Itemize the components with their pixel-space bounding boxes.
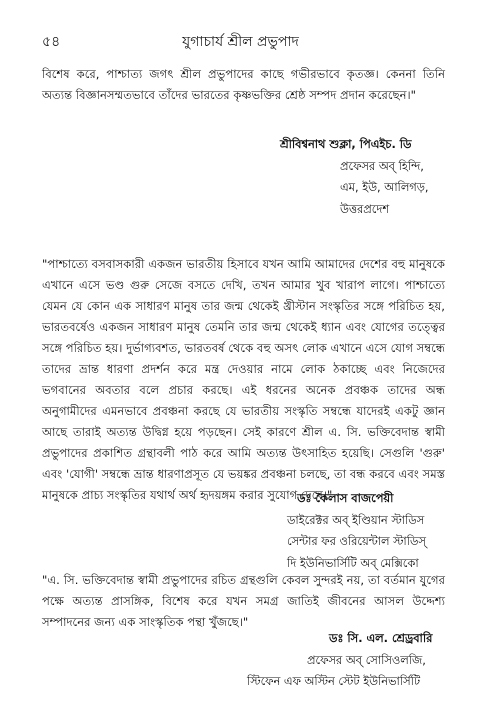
signature-name: ডঃ কৈলাস বাজপেয়ী (297, 491, 394, 505)
paragraph-3: "এ. সি. ভক্তিবেদান্ত স্বামী প্রভুপাদের রচিত গ্রন্থগুলি কেবল সুন্দরই নয়, তা বর্তমান যুগের পক্ষে অত্যন্ত প্রাসঙ্গিক, বিশেষ করে যখন সমগ্র জাতিই জীবনের আসল উদ্দেশ্য সম্পাদনের জন্য এক সাংস্কৃতিক পন্থা খুঁজছে।" (42, 573, 445, 629)
signature-department: সেন্টার ফর ওরিয়েন্টাল স্টাডিস্ (287, 534, 426, 548)
running-title: যুগাচার্য শ্রীল প্রভুপাদ (182, 34, 299, 50)
paragraph-1: বিশেষ করে, পাশ্চাত্য জগৎ শ্রীল প্রভুপাদের কাছে গভীরভাবে কৃতজ্ঞ। কেননা তিনি অত্যন্ত বিজ্ঞানসম্মতভাবে তাঁদের ভারতের কৃষ্ণভক্তির শ্রেষ্ঠ সম্পদ প্রদান করেছেন।" (42, 67, 445, 102)
signature-block-1 (280, 134, 445, 220)
signature-name: ডঃ সি. এল. শ্রেড্রবারি (329, 631, 433, 645)
signature-block-2 (287, 488, 445, 574)
signature-institution: স্টিফেন এফ অস্টিন স্টেট ইউনিভার্সিটি (247, 674, 421, 688)
page-header (42, 30, 439, 52)
signature-title: প্রফেসর অব্ সোসিওলজি, (307, 652, 426, 667)
signature-institution: এম, ইউ, আলিগড়, (340, 180, 429, 194)
signature-title: প্রফেসর অব্ হিন্দি, (340, 158, 424, 173)
page-number: ৫৪ (42, 34, 61, 50)
signature-location: উত্তরপ্রদেশ (340, 201, 390, 216)
signature-name: শ্রীবিশ্বনাথ শুক্লা, পিএইচ. ডি (280, 137, 412, 151)
signature-block-3 (247, 628, 447, 693)
signature-title: ডাইরেক্টর অব্ ইণ্ডিয়ান স্টাডিস (287, 512, 425, 527)
signature-institution: দি ইউনিভার্সিটি অব্ মেক্সিকো (287, 555, 419, 570)
paragraph-2: "পাশ্চাত্যে বসবাসকারী একজন ভারতীয় হিসাবে যখন আমি আমাদের দেশের বহু মানুষকে এখানে এসে ভণ্ড গুরু সেজে বসতে দেখি, তখন আমার খুব খারাপ লাগে। পাশ্চাত্যে যেমন যে কোন এক সাধারণ মানুষ তার জন্ম থেকেই খ্রীস্টান সংস্কৃতির সঙ্গে পরিচিত হয়, ভারতবর্ষেও একজন সাধারণ মানুষ তেমনি তার জন্ম থেকেই ধ্যান এবং যোগের তত্ত্বের সঙ্গে পরিচিত হয়। দুর্ভাগ্যবশত, ভারতবর্ষ থেকে বহু অসৎ লোক এখানে এসে যোগ সম্বন্ধে তাদের ভ্রান্ত ধারণা প্রদর্শন করে মন্ত্র দেওয়ার নামে লোক ঠকাচ্ছে এবং নিজেদের ভগবানের অবতার বলে প্রচার করছে। এই ধরনের অনেক প্রবঞ্চক তাদের অন্ধ অনুগামীদের এমনভাবে প্রবঞ্চনা করছে যে ভারতীয় সংস্কৃতি সম্বন্ধে যাদেরই একটু জ্ঞান আছে তারাই অত্যন্ত উদ্বিগ্ন হয়ে পড়ছেন। সেই কারণে শ্রীল এ. সি. ভক্তিবেদান্ত স্বামী প্রভুপাদের প্রকাশিত গ্রন্থাবলী পাঠ করে আমি অত্যন্ত উৎসাহিত হয়েছি। সেগুলি 'গুরু' এবং 'যোগী' সম্বন্ধে ভ্রান্ত ধারণাপ্রসূত যে ভয়ঙ্কর প্রবঞ্চনা চলছে, তা বন্ধ করবে এবং সমস্ত মানুষকে প্রাচ্য সংস্কৃতির যথার্থ অর্থ হৃদয়ঙ্গম করার সুযোগ দেবে।" (42, 257, 445, 502)
